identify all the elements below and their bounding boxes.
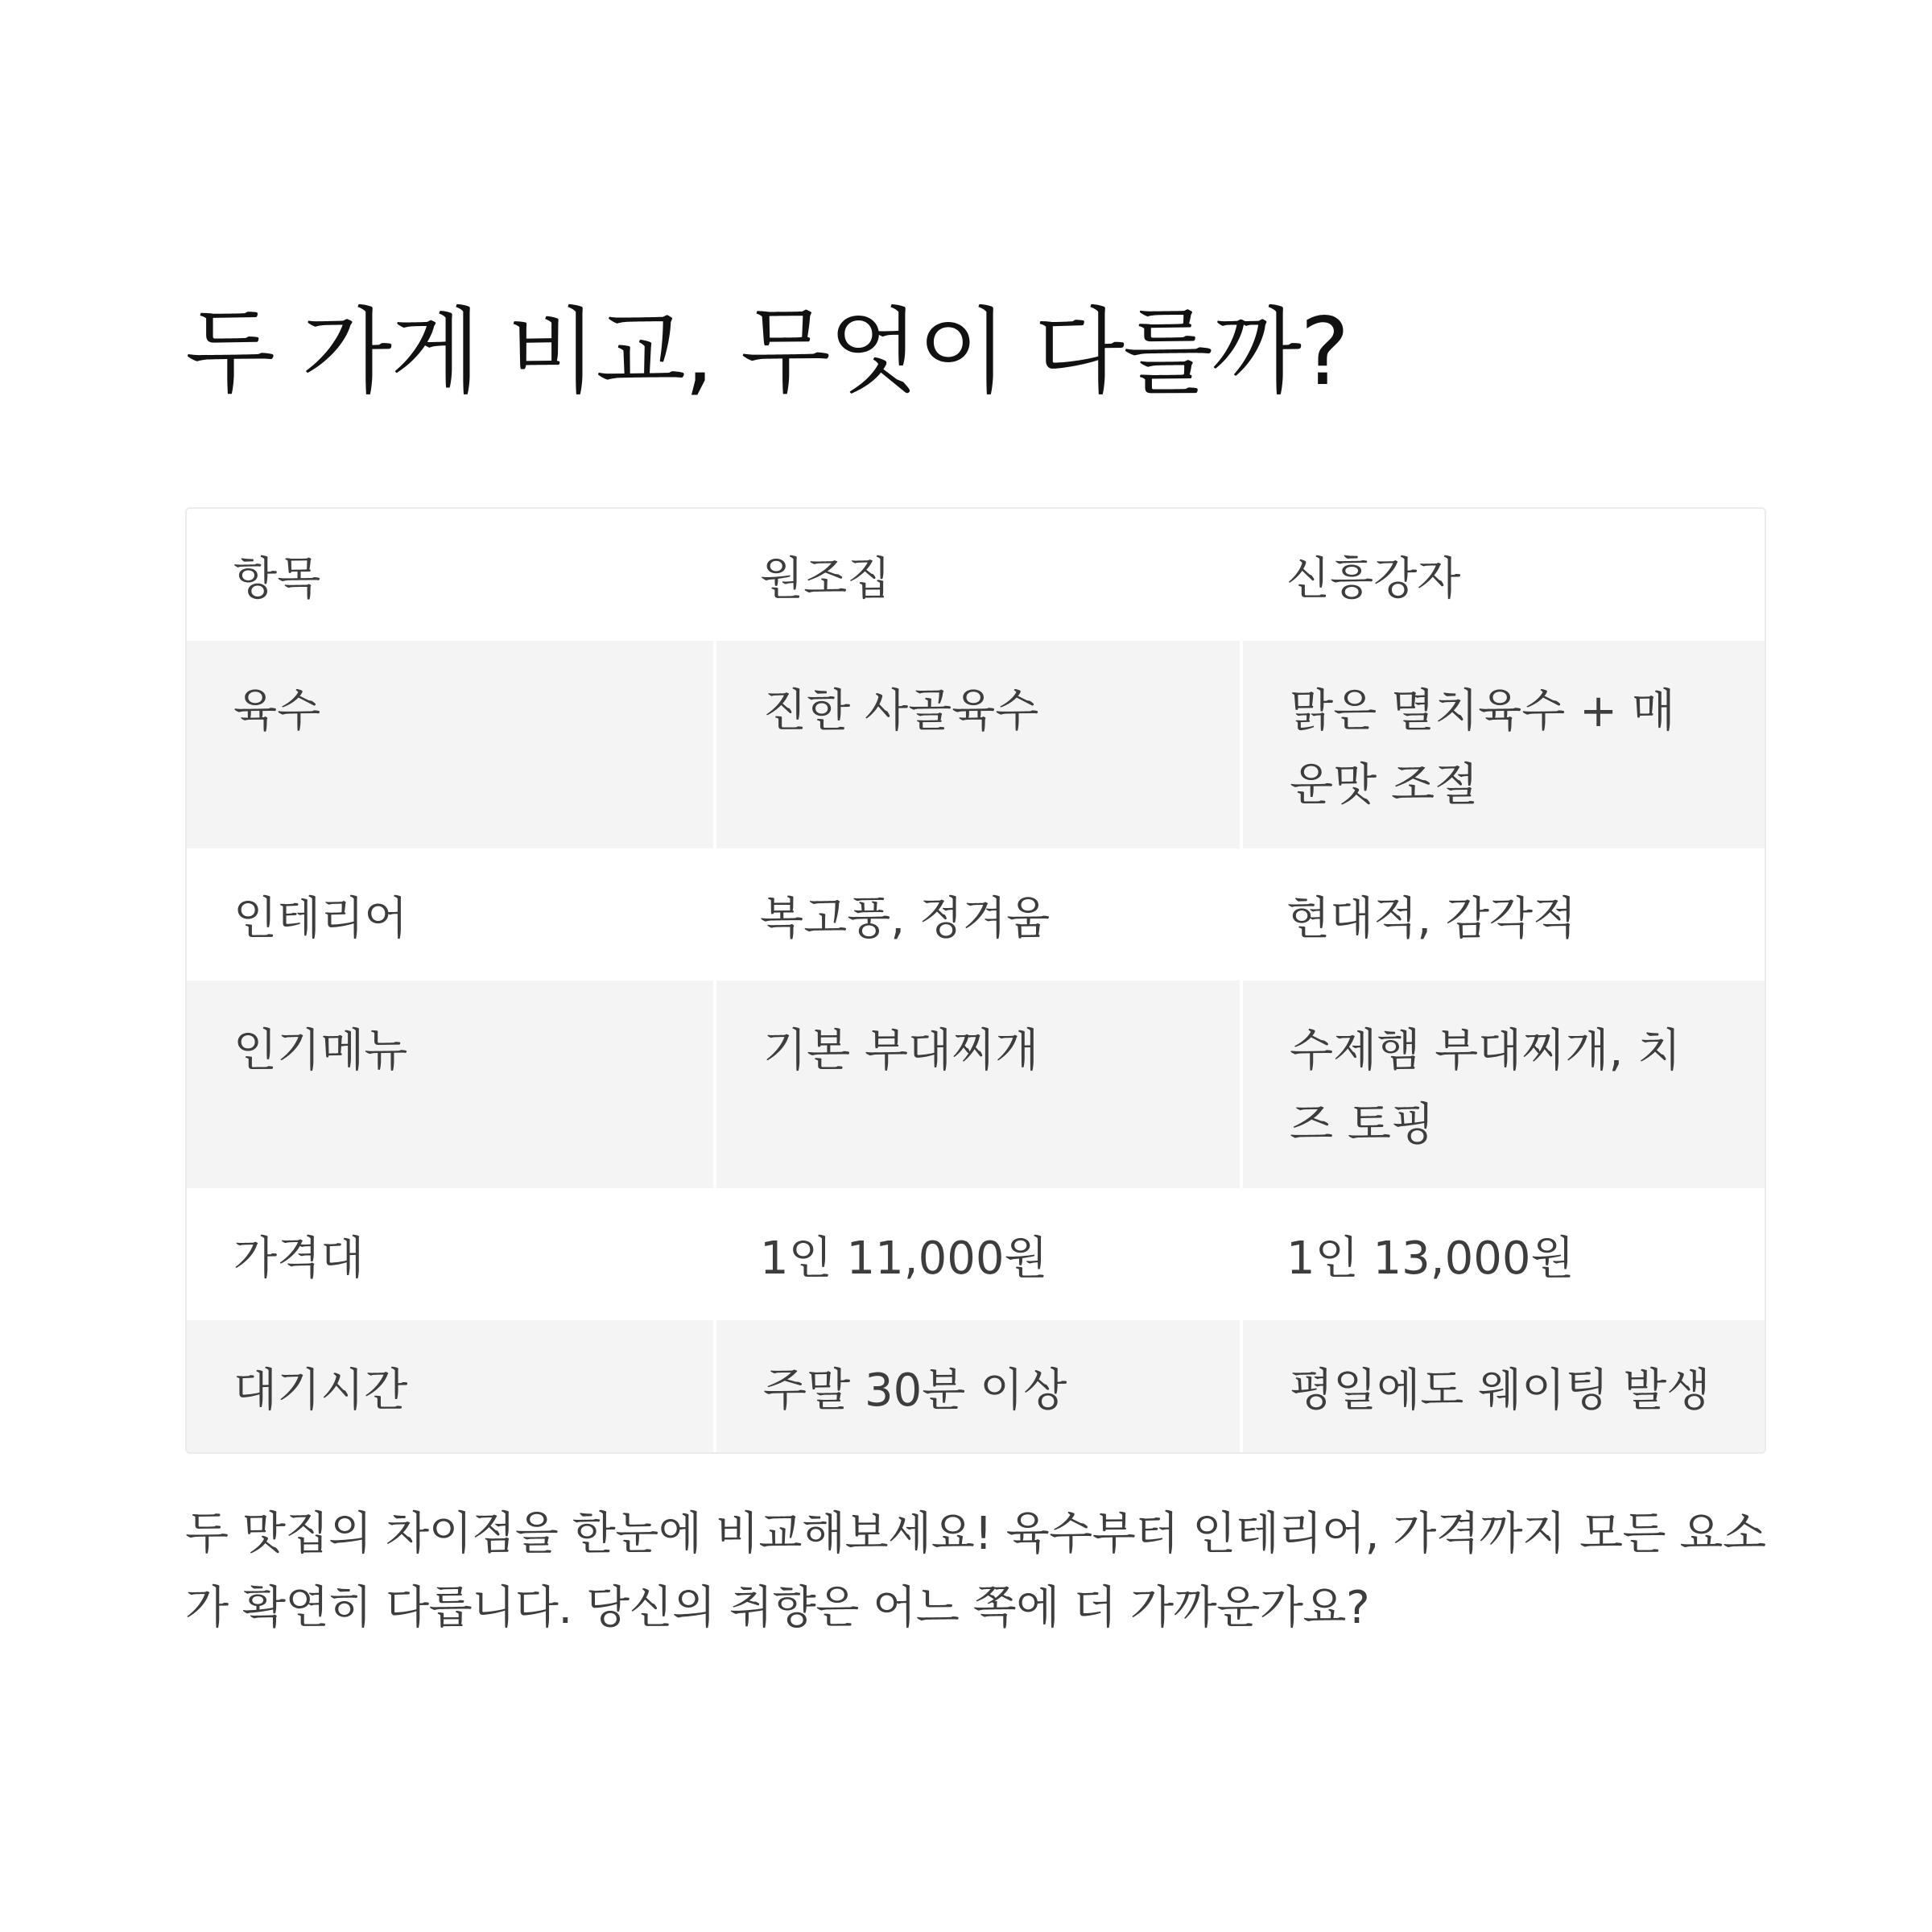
header-cell-item: 항목: [233, 553, 321, 605]
caption-text: 두 맛집의 차이점을 한눈에 비교해보세요! 육수부터 인테리어, 가격까지 모든 요소가 확연히 다릅니다. 당신의 취향은 어느 쪽에 더 가까운가요?: [185, 1508, 1766, 1634]
table-row: [187, 1320, 1765, 1452]
table-cell-label: 인기메뉴: [233, 1025, 408, 1077]
table-cell-original: 1인 11,000원: [760, 1232, 1048, 1285]
table-row: [187, 848, 1765, 980]
table-cell-label: 육수: [233, 685, 321, 737]
table-cell-original: 기본 부대찌개: [713, 980, 1240, 1188]
table-header-row: [187, 509, 1765, 641]
header-cell-newcomer: 신흥강자: [1286, 553, 1461, 605]
table-cell-newcomer: 현대적, 감각적: [1286, 893, 1577, 945]
table-row: [187, 641, 1765, 848]
table-cell-label: 가격대: [233, 1232, 365, 1285]
table-cell-newcomer: 맑은 멸치육수 + 매운맛 조절: [1240, 641, 1765, 848]
table-row: [187, 980, 1765, 1188]
table-cell-label: 인테리어: [233, 893, 408, 945]
page-title: 두 가게 비교, 무엇이 다를까?: [185, 298, 1348, 407]
table-cell-newcomer: 수제햄 부대찌개, 치즈 토핑: [1240, 980, 1765, 1188]
header-cell-original: 원조집: [760, 553, 891, 605]
table-cell-original: 주말 30분 이상: [713, 1320, 1240, 1452]
table-cell-newcomer: 1인 13,000원: [1286, 1232, 1575, 1285]
table-cell-newcomer: 평일에도 웨이팅 발생: [1240, 1320, 1765, 1452]
table-row: [187, 1188, 1765, 1320]
table-cell-original: 진한 사골육수: [713, 641, 1240, 848]
comparison-table: [185, 507, 1766, 1454]
table-cell-original: 복고풍, 정겨움: [760, 893, 1051, 945]
table-cell-label: 대기시간: [233, 1364, 408, 1417]
